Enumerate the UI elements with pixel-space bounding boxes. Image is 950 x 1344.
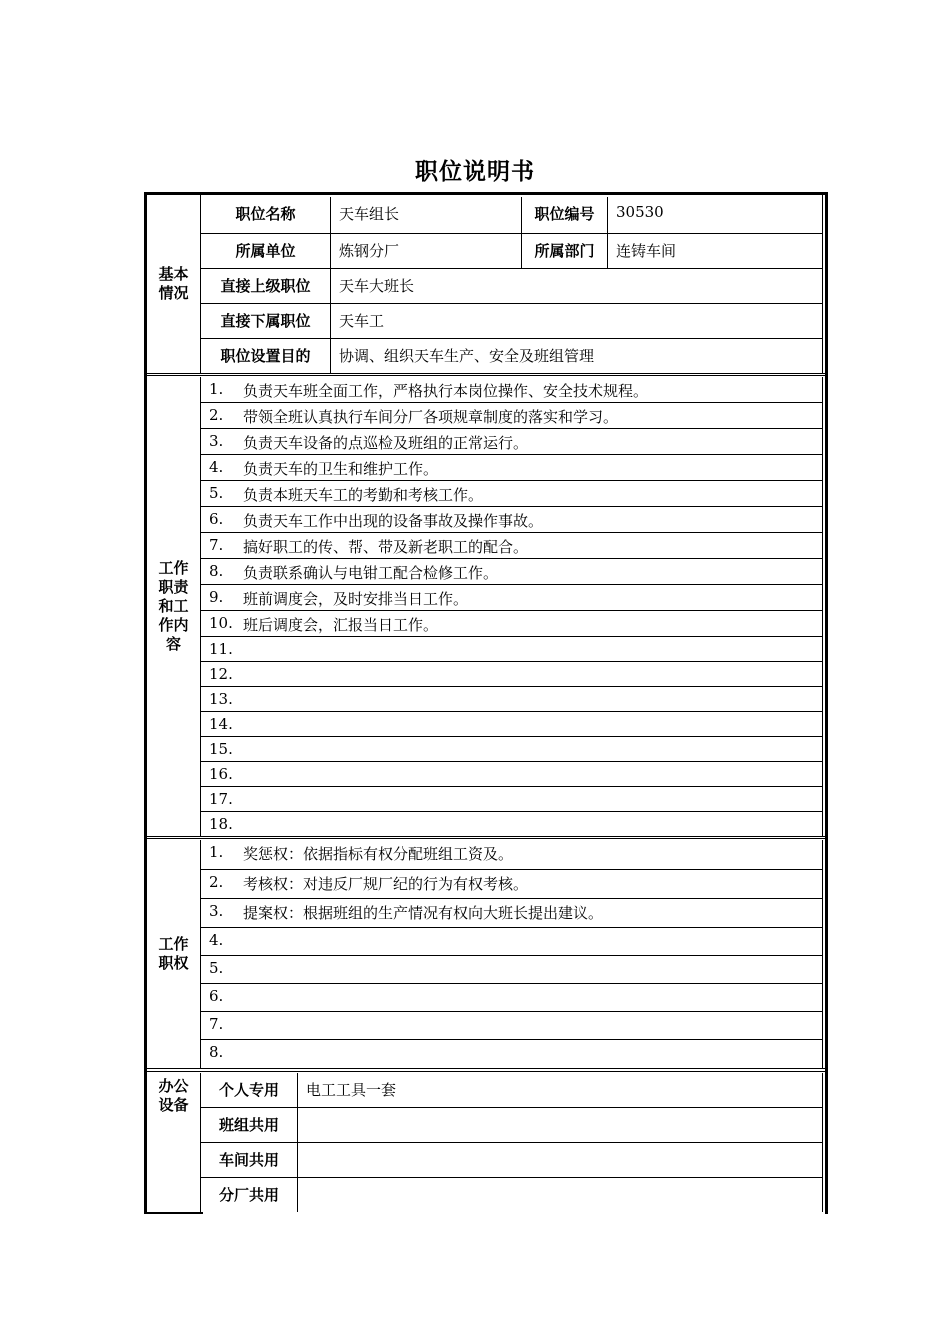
authority-row [201, 956, 822, 984]
duty-row [201, 377, 822, 403]
row-purpose [201, 339, 822, 373]
duty-number: 11. [209, 640, 233, 658]
equipment-type-label: 个人专用 [218, 1081, 279, 1099]
equipment-row [201, 1143, 823, 1178]
duty-number: 6. [209, 510, 224, 528]
equipment-row [201, 1178, 823, 1212]
duty-row [201, 737, 822, 762]
duties-section [147, 377, 825, 836]
subordinate-label: 直接下属职位 [220, 312, 311, 330]
position-name-value: 天车组长 [330, 197, 521, 233]
duty-number: 5. [209, 484, 224, 502]
equipment-row [201, 1108, 823, 1143]
duty-number: 1. [209, 380, 224, 398]
superior-value: 天车大班长 [330, 269, 822, 303]
authority-row [201, 928, 822, 956]
duty-row [201, 559, 822, 585]
divider [147, 1068, 825, 1072]
authority-text: 提案权：根据班组的生产情况有权向大班长提出建议。 [243, 904, 604, 922]
duty-row [201, 687, 822, 712]
duty-text: 负责本班天车工的考勤和考核工作。 [243, 486, 484, 504]
duty-row [201, 611, 822, 637]
purpose-value: 协调、组织天车生产、安全及班组管理 [330, 339, 822, 373]
duty-text: 负责天车班全面工作，严格执行本岗位操作、安全技术规程。 [243, 382, 649, 400]
authority-row [201, 984, 822, 1012]
position-name-label: 职位名称 [235, 205, 296, 223]
unit-value: 炼钢分厂 [330, 234, 521, 268]
duty-number: 14. [209, 715, 233, 733]
divider [147, 373, 825, 376]
bottom-border [147, 1212, 203, 1214]
authority-label: 工作职权 [158, 935, 189, 972]
authority-row [201, 870, 822, 899]
equipment-type-label: 班组共用 [218, 1116, 279, 1134]
duty-text: 负责天车设备的点巡检及班组的正常运行。 [243, 434, 529, 452]
equipment-value [297, 1178, 823, 1212]
duty-row [201, 403, 822, 429]
authority-number: 4. [209, 931, 224, 949]
row-position-name [201, 197, 822, 234]
duty-text: 负责天车工作中出现的设备事故及操作事故。 [243, 512, 544, 530]
duty-text: 班前调度会，及时安排当日工作。 [243, 590, 469, 608]
dept-value: 连铸车间 [607, 234, 822, 268]
equipment-section [147, 1073, 825, 1212]
authority-number: 6. [209, 987, 224, 1005]
authority-text: 奖惩权：依据指标有权分配班组工资及。 [243, 845, 514, 863]
duty-number: 10. [209, 614, 233, 632]
duty-row [201, 762, 822, 787]
authority-number: 2. [209, 873, 224, 891]
duty-row [201, 712, 822, 737]
job-description-table [144, 192, 828, 1214]
duty-row [201, 429, 822, 455]
row-superior [201, 269, 822, 304]
duty-number: 16. [209, 765, 233, 783]
authority-number: 1. [209, 843, 224, 861]
duty-number: 2. [209, 406, 224, 424]
authority-number: 8. [209, 1043, 224, 1061]
equipment-label: 办公设备 [158, 1077, 189, 1114]
duty-text: 负责联系确认与电钳工配合检修工作。 [243, 564, 499, 582]
duty-text: 带领全班认真执行车间分厂各项规章制度的落实和学习。 [243, 408, 619, 426]
duty-row [201, 533, 822, 559]
authority-number: 7. [209, 1015, 224, 1033]
row-subordinate [201, 304, 822, 339]
authority-text: 考核权：对违反厂规厂纪的行为有权考核。 [243, 875, 529, 893]
row-unit [201, 234, 822, 269]
duty-number: 3. [209, 432, 224, 450]
authority-row [201, 1012, 822, 1040]
authority-row [201, 840, 822, 870]
duty-text: 班后调度会，汇报当日工作。 [243, 616, 439, 634]
authority-number: 3. [209, 902, 224, 920]
page-title: 职位说明书 [415, 159, 535, 185]
duty-number: 18. [209, 815, 233, 833]
basic-info-section [147, 195, 825, 373]
duty-number: 13. [209, 690, 233, 708]
basic-info-label: 基本情况 [158, 265, 189, 302]
authority-number: 5. [209, 959, 224, 977]
divider [147, 836, 825, 839]
authority-section [147, 840, 825, 1068]
equipment-row [201, 1073, 823, 1108]
authority-row [201, 1040, 822, 1068]
duty-row [201, 812, 822, 837]
duty-row [201, 585, 822, 611]
duty-number: 4. [209, 458, 224, 476]
duty-row [201, 481, 822, 507]
duty-row [201, 637, 822, 662]
equipment-value [297, 1143, 823, 1177]
position-no-label: 职位编号 [521, 197, 607, 233]
subordinate-value: 天车工 [330, 304, 822, 338]
duty-row [201, 662, 822, 687]
duty-row [201, 787, 822, 812]
duty-number: 17. [209, 790, 233, 808]
equipment-type-label: 车间共用 [218, 1151, 279, 1169]
duty-row [201, 507, 822, 533]
equipment-value [297, 1108, 823, 1142]
unit-label: 所属单位 [235, 242, 296, 260]
duty-text: 搞好职工的传、帮、带及新老职工的配合。 [243, 538, 529, 556]
equipment-type-label: 分厂共用 [218, 1186, 279, 1204]
duty-number: 12. [209, 665, 233, 683]
duty-number: 7. [209, 536, 224, 554]
purpose-label: 职位设置目的 [220, 347, 311, 365]
equipment-value: 电工工具一套 [297, 1073, 823, 1107]
duty-number: 8. [209, 562, 224, 580]
dept-label: 所属部门 [521, 234, 607, 268]
position-no-value: 30530 [607, 197, 822, 233]
duty-text: 负责天车的卫生和维护工作。 [243, 460, 439, 478]
duty-row [201, 455, 822, 481]
superior-label: 直接上级职位 [220, 277, 311, 295]
duty-number: 15. [209, 740, 233, 758]
authority-row [201, 899, 822, 928]
duty-number: 9. [209, 588, 224, 606]
duties-label: 工作职责和工作内容 [158, 559, 189, 653]
